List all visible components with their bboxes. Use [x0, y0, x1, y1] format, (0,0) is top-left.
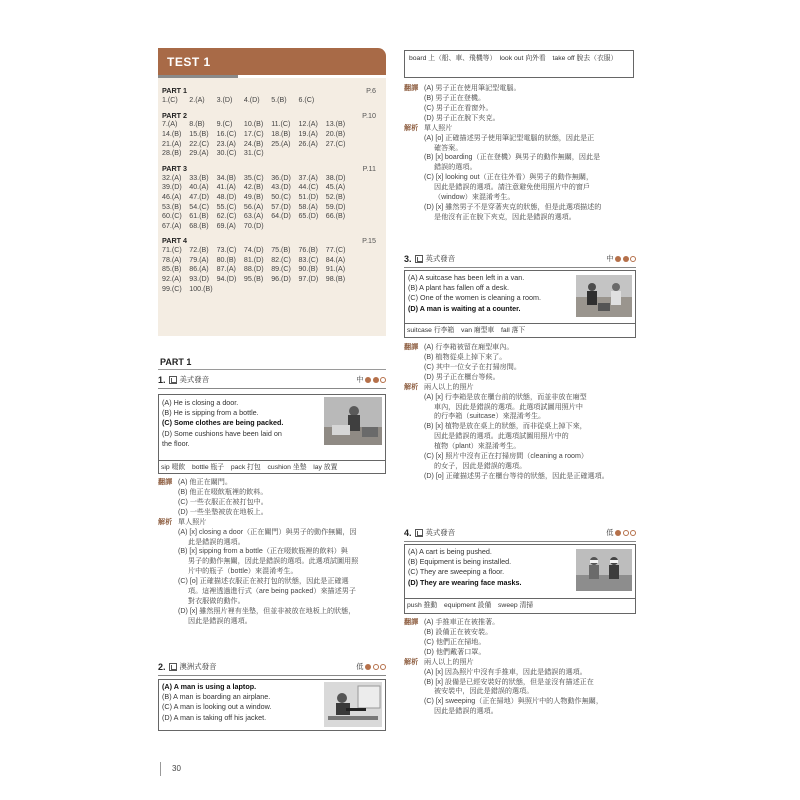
q4-translation	[404, 618, 636, 717]
answer-key-cell: 17.(C)	[243, 130, 264, 139]
answer-key-cell: 37.(A)	[298, 173, 318, 182]
answer-key-part	[162, 86, 380, 106]
answer-key-part	[162, 111, 380, 159]
answer-key-cell: 28.(B)	[162, 149, 182, 158]
answer-key-cell: 62.(C)	[216, 212, 237, 221]
option-line: (B) He is sipping from a bottle.	[162, 408, 259, 418]
explanation-line: 植物（plant）來混淆考生。	[434, 442, 521, 451]
explanation-line: 因此是錯誤的選項。此選項試圖用照片中的	[434, 432, 569, 441]
answer-key-row	[162, 130, 380, 140]
explanation-line: (B) [x] sipping from a bottle（正在啜飲瓶裡的飲料）與	[178, 547, 348, 556]
answer-key-cell: 99.(C)	[162, 284, 182, 293]
answer-key-cell: 100.(B)	[189, 284, 213, 293]
explanation-line: 男子的動作無關，因此是錯誤的選項。此選項試圖用照	[188, 557, 359, 566]
answer-key-part-title: PART 3	[162, 163, 188, 173]
explanation-line: 對衣服做的動作。	[188, 597, 245, 606]
q3-rule	[404, 267, 636, 268]
option-line: the floor.	[162, 438, 190, 448]
option-line: (B) A man is boarding an airplane.	[162, 692, 271, 702]
explanation-line: 是他沒有正在脫下夾克，因此是錯誤的選項。	[434, 212, 576, 221]
answer-key-part-header	[162, 236, 380, 246]
option-line: (A) He is closing a door.	[162, 398, 239, 407]
explanation-line: 項。這裡透過進行式（are being packed）來描述男子	[188, 587, 356, 596]
q3-translation	[404, 343, 636, 482]
answer-key-cell: 5.(B)	[271, 95, 287, 104]
answer-key-cell: 9.(C)	[216, 120, 233, 129]
answer-key-cell: 16.(C)	[216, 130, 237, 139]
answer-key-cell: 42.(B)	[243, 183, 264, 192]
translation-line	[404, 104, 636, 114]
answer-key-cell: 31.(C)	[243, 149, 264, 158]
q2-photo	[324, 682, 382, 727]
answer-key-cell: 55.(C)	[216, 202, 237, 211]
answer-key-box	[158, 78, 386, 336]
answer-key-cell: 43.(D)	[271, 183, 291, 192]
answer-key-cell: 45.(A)	[325, 183, 346, 192]
explanation-line: (B) [x] 植物是放在桌上的狀態，而非從桌上掉下來，	[424, 422, 587, 431]
explanation-line: (D) [x] 雖然照片裡有坐墊，但並非被放在地板上的狀態，	[178, 606, 356, 615]
answer-key-cell: 38.(D)	[325, 173, 346, 182]
answer-key-row	[162, 285, 380, 295]
page-number-rule	[160, 762, 161, 776]
translation-line	[158, 498, 388, 508]
answer-key-cell: 36.(D)	[271, 173, 291, 182]
translation-text: (C) 他們正在掃地。	[424, 637, 486, 646]
translation-text: (D) 男子正在櫃台等候。	[424, 372, 500, 381]
q1-difficulty: 中	[356, 375, 386, 385]
explanation-heading	[404, 383, 636, 393]
answer-key-cell: 83.(C)	[298, 255, 319, 264]
translation-label: 翻譯	[404, 84, 419, 92]
translation-line	[158, 478, 388, 488]
answer-key-cell: 69.(A)	[216, 221, 236, 230]
q4-difficulty: 低	[606, 528, 636, 538]
explanation-line: (C) [x] sweeping（正在掃地）與照片中的人物動作無關，	[424, 697, 603, 706]
option-line: (D) They are wearing face masks.	[408, 577, 522, 587]
answer-key-page-ref: P.15	[362, 236, 376, 246]
answer-key-cell: 32.(A)	[162, 173, 182, 182]
translation-line	[404, 94, 636, 104]
answer-key-row	[162, 193, 380, 203]
answer-key-row	[162, 265, 380, 275]
option-line: (D) Some cushions have been laid on	[162, 428, 282, 438]
answer-key-cell: 93.(D)	[189, 275, 210, 284]
answer-key-cell: 4.(D)	[243, 95, 260, 104]
q4-rule	[404, 541, 636, 542]
q3-options	[408, 273, 576, 314]
answer-key-cell: 98.(B)	[325, 275, 346, 284]
answer-key-cell: 1.(C)	[162, 95, 178, 104]
answer-key-row	[162, 183, 380, 193]
answer-key-cell: 15.(B)	[189, 130, 209, 139]
translation-line	[404, 638, 636, 648]
translation-line	[404, 114, 636, 124]
audio-icon	[415, 529, 423, 537]
answer-key-cell: 66.(B)	[325, 212, 346, 221]
q4-header	[404, 527, 636, 539]
answer-key-cell: 57.(D)	[271, 202, 291, 211]
explanation-title: 單人照片	[178, 517, 207, 526]
answer-key-cell: 72.(B)	[189, 246, 209, 255]
answer-key-cell: 39.(D)	[162, 183, 182, 192]
answer-key-cell: 96.(D)	[271, 275, 291, 284]
answer-key-cell: 59.(D)	[325, 202, 346, 211]
answer-key-row	[162, 149, 380, 159]
explanation-line: (B) [x] boarding（正在登機）與男子的動作無關，因此是	[424, 153, 601, 162]
answer-key-cell: 51.(D)	[298, 192, 319, 201]
answer-key-part-header	[162, 164, 380, 174]
answer-key-cell: 54.(C)	[189, 202, 210, 211]
answer-key-cell: 19.(A)	[298, 130, 318, 139]
explanation-line: 片中的瓶子（bottle）來混淆考生。	[188, 567, 298, 576]
translation-text: (A) 男子正在使用筆記型電腦。	[424, 84, 521, 92]
answer-key-cell: 64.(D)	[271, 212, 291, 221]
answer-key-cell: 46.(A)	[162, 192, 182, 201]
option-line: (C) They are sweeping a floor.	[408, 567, 505, 577]
answer-key-page-ref: P.10	[362, 110, 376, 120]
answer-key-cell: 56.(A)	[243, 202, 264, 211]
answer-key-cell: 50.(C)	[271, 192, 291, 201]
translation-text: (D) 他們戴著口罩。	[424, 647, 486, 656]
explanation-heading	[404, 124, 636, 134]
answer-key-cell: 86.(A)	[189, 265, 209, 274]
translation-text: (A) 行李箱被留在廂型車內。	[424, 343, 514, 351]
q2-translation	[404, 84, 636, 223]
translation-text: (D) 一些坐墊被放在地板上。	[178, 507, 268, 516]
q3-difficulty: 中	[606, 254, 636, 264]
answer-key-cell: 88.(D)	[243, 265, 264, 274]
translation-text: (B) 設備正在被安裝。	[424, 627, 493, 636]
option-line: (C) One of the women is cleaning a room.	[408, 293, 542, 303]
q2-header	[158, 661, 386, 673]
explanation-line: (C) [x] looking out（正在往外看）與男子的動作無關，	[424, 173, 594, 182]
option-line: (A) A suitcase has been left in a van.	[408, 273, 525, 282]
q3-accent-type: 英式發音	[425, 253, 456, 263]
part1-rule	[158, 369, 386, 370]
answer-key-part	[162, 164, 380, 232]
q4-photo	[576, 549, 632, 591]
option-line: (C) Some clothes are being packed.	[162, 418, 284, 428]
answer-key-cell: 29.(A)	[189, 149, 209, 158]
answer-key-page-ref: P.11	[362, 163, 376, 173]
answer-key-cell: 80.(B)	[216, 255, 236, 264]
answer-key-cell: 11.(C)	[271, 120, 291, 129]
answer-key-row	[162, 174, 380, 184]
q2-number: 2.	[158, 661, 166, 672]
part1-title: PART 1	[160, 357, 192, 367]
answer-key-part	[162, 236, 380, 294]
explanation-line: (D) [o] 正確描述男子在櫃台等待的狀態，因此是正確選項。	[424, 471, 609, 480]
explanation-line: 錯誤的選項。	[434, 163, 477, 172]
answer-key-cell: 79.(A)	[189, 255, 209, 264]
explanation-label: 解析	[404, 657, 419, 666]
answer-key-cell: 82.(C)	[271, 255, 291, 264]
q2-difficulty: 低	[356, 662, 386, 672]
q3-vocab: suitcase 行李箱 van 廂型車 fall 落下	[404, 323, 636, 337]
q1-rule	[158, 388, 386, 389]
option-line: (A) A cart is being pushed.	[408, 547, 492, 556]
answer-key-cell: 48.(D)	[216, 192, 237, 201]
answer-key-cell: 60.(C)	[162, 212, 182, 221]
answer-key-cell: 30.(C)	[216, 149, 237, 158]
translation-text: (B) 男子正在登機。	[424, 93, 486, 102]
translation-line	[404, 373, 636, 383]
answer-key-cell: 10.(B)	[243, 120, 264, 129]
explanation-line: 因此是錯誤的選項。請注意避免使用照片中的窗戶	[434, 183, 591, 192]
audio-icon	[169, 376, 177, 384]
answer-key-cell: 81.(D)	[243, 255, 264, 264]
answer-key-part-title: PART 2	[162, 110, 188, 120]
answer-key-cell: 53.(B)	[162, 202, 182, 211]
answer-key-cell: 73.(C)	[216, 246, 237, 255]
answer-key-cell: 74.(D)	[243, 246, 264, 255]
answer-key-cell: 25.(A)	[271, 139, 291, 148]
q4-number: 4.	[404, 527, 412, 538]
answer-key-cell: 23.(A)	[216, 139, 236, 148]
audio-icon	[169, 663, 177, 671]
option-line: (B) A plant has fallen off a desk.	[408, 283, 509, 293]
option-line: (D) A man is taking off his jacket.	[162, 712, 267, 722]
translation-line	[158, 488, 388, 498]
translation-text: (C) 一些衣服正在被打包中。	[178, 497, 268, 506]
translation-line	[404, 343, 636, 353]
answer-key-cell: 27.(C)	[325, 139, 346, 148]
answer-key-cell: 90.(B)	[298, 265, 318, 274]
answer-key-cell: 61.(B)	[189, 212, 209, 221]
q4-accent-type: 英式發音	[425, 527, 456, 537]
answer-key-part-title: PART 4	[162, 236, 188, 246]
option-line: (A) A man is using a laptop.	[162, 682, 257, 691]
explanation-label: 解析	[404, 123, 419, 132]
answer-key-cell: 91.(A)	[325, 265, 346, 274]
answer-key-cell: 41.(A)	[216, 183, 236, 192]
answer-key-cell: 52.(B)	[325, 192, 346, 201]
answer-key-cell: 47.(D)	[189, 192, 210, 201]
answer-key-row	[162, 222, 380, 232]
answer-key-cell: 75.(B)	[271, 246, 291, 255]
answer-key-cell: 78.(A)	[162, 255, 182, 264]
explanation-line: 此是錯誤的選項。	[188, 537, 245, 546]
answer-key-cell: 33.(B)	[189, 173, 209, 182]
answer-key-cell: 65.(D)	[298, 212, 319, 221]
translation-text: (A) 手推車正在被推著。	[424, 618, 500, 626]
answer-key-cell: 97.(D)	[298, 275, 319, 284]
q2-vocab: board 上（船、車、飛機等） look out 向外看 take off 脫去（衣服）	[404, 50, 634, 78]
answer-key-row	[162, 140, 380, 150]
translation-line	[404, 618, 636, 628]
answer-key-cell: 3.(D)	[216, 95, 233, 104]
answer-key-cell: 71.(C)	[162, 246, 182, 255]
answer-key-cell: 18.(B)	[271, 130, 291, 139]
explanation-line: (D) [x] 雖然男子不是穿著夾克的狀態，但是此選項描述的	[424, 203, 602, 212]
translation-text: (D) 男子正在脫下夾克。	[424, 113, 500, 122]
page-number: 30	[172, 764, 181, 773]
q1-accent-type: 美式發音	[179, 374, 210, 384]
q1-photo	[324, 397, 382, 445]
answer-key-cell: 26.(A)	[298, 139, 318, 148]
answer-key-row	[162, 203, 380, 213]
q2-options	[162, 682, 322, 723]
translation-text: (C) 其中一位女子在打掃房間。	[424, 362, 521, 371]
explanation-line: (B) [x] 設備是已經安裝好的狀態，但是並沒有描述正在	[424, 677, 594, 686]
answer-key-cell: 85.(B)	[162, 265, 182, 274]
translation-line	[158, 508, 388, 518]
answer-key-cell: 67.(A)	[162, 221, 182, 230]
explanation-line: (A) [x] 因為照片中沒有手推車，因此是錯誤的選項。	[424, 667, 587, 676]
answer-key-cell: 6.(C)	[298, 95, 315, 104]
answer-key-cell: 76.(B)	[298, 246, 318, 255]
answer-key-cell: 20.(B)	[325, 130, 346, 139]
answer-key-part-title: PART 1	[162, 86, 188, 95]
q1-header	[158, 374, 386, 386]
explanation-label: 解析	[158, 517, 173, 526]
answer-key-cell: 2.(A)	[189, 95, 205, 104]
answer-key-cell: 8.(B)	[189, 120, 205, 129]
answer-key-cell: 63.(A)	[243, 212, 264, 221]
answer-key-cell: 14.(B)	[162, 130, 182, 139]
answer-key-cell: 35.(C)	[243, 173, 264, 182]
answer-key-cell: 44.(C)	[298, 183, 319, 192]
answer-key-row	[162, 120, 380, 130]
q2-accent-type: 澳洲式發音	[179, 661, 217, 671]
q4-options	[408, 547, 576, 588]
option-line: (D) A man is waiting at a counter.	[408, 303, 521, 313]
answer-key-cell: 84.(A)	[325, 255, 346, 264]
q1-vocab: sip 啜飲 bottle 瓶子 pack 打包 cushion 坐墊 lay 放置	[158, 460, 386, 474]
explanation-line: (C) [x] 照片中沒有正在打掃房間（cleaning a room）	[424, 452, 588, 461]
translation-text: (B) 他正在啜飲瓶裡的飲料。	[178, 487, 268, 496]
translation-label: 翻譯	[404, 618, 419, 626]
explanation-title: 兩人以上的照片	[424, 382, 474, 391]
translation-line	[404, 628, 636, 638]
explanation-heading	[158, 518, 388, 528]
translation-label: 翻譯	[158, 478, 173, 486]
translation-line	[404, 353, 636, 363]
answer-key-cell: 49.(B)	[243, 192, 264, 201]
explanation-heading	[404, 658, 636, 668]
answer-key-row	[162, 96, 380, 106]
translation-label: 翻譯	[404, 343, 419, 351]
answer-key-page-ref: P.6	[366, 86, 376, 95]
answer-key-cell: 24.(B)	[243, 139, 264, 148]
explanation-line: (C) [o] 正確描述衣服正在被打包的狀態，因此是正確選	[178, 577, 349, 586]
audio-icon	[415, 255, 423, 263]
answer-key-cell: 77.(C)	[325, 246, 346, 255]
explanation-label: 解析	[404, 382, 419, 391]
explanation-line: 的行李箱（suitcase）來混淆考生。	[434, 412, 546, 421]
translation-text: (A) 他正在關門。	[178, 478, 232, 486]
explanation-line: 的女子，因此是錯誤的選項。	[434, 462, 527, 471]
test-banner: TEST 1	[158, 48, 386, 75]
translation-line	[404, 363, 636, 373]
answer-key-cell: 87.(A)	[216, 265, 236, 274]
answer-key-cell: 40.(A)	[189, 183, 209, 192]
translation-line	[404, 84, 636, 94]
answer-key-cell: 94.(D)	[216, 275, 237, 284]
translation-text: (B) 植物從桌上掉下來了。	[424, 352, 507, 361]
answer-key-row	[162, 246, 380, 256]
explanation-line: 因此是錯誤的選項。	[188, 616, 252, 625]
answer-key-part-header	[162, 111, 380, 121]
q2-rule	[158, 675, 386, 676]
option-line: (B) Equipment is being installed.	[408, 557, 512, 567]
explanation-title: 兩人以上的照片	[424, 657, 474, 666]
explanation-line: (A) [x] closing a door（正在關門）與男子的動作無關，因	[178, 527, 357, 536]
explanation-line: 因此是錯誤的選項。	[434, 707, 498, 716]
explanation-line: (A) [x] 行李箱是放在櫃台前的狀態，而並非放在廂型	[424, 392, 587, 401]
option-line: (C) A man is looking out a window.	[162, 702, 272, 712]
translation-line	[404, 648, 636, 658]
q1-number: 1.	[158, 374, 166, 385]
answer-key-cell: 89.(C)	[271, 265, 291, 274]
explanation-line: 車內，因此是錯誤的選項。此選項試圖用照片中	[434, 402, 583, 411]
answer-key-row	[162, 256, 380, 266]
answer-key-cell: 95.(B)	[243, 275, 264, 284]
q3-header	[404, 253, 636, 265]
q3-photo	[576, 275, 632, 317]
q1-options	[162, 398, 322, 449]
answer-key-cell: 22.(C)	[189, 139, 210, 148]
answer-key-cell: 34.(B)	[216, 173, 236, 182]
answer-key-row	[162, 275, 380, 285]
explanation-line: （window）來混淆考生。	[434, 193, 515, 202]
answer-key-cell: 21.(A)	[162, 139, 182, 148]
q4-vocab: push 推動 equipment 設備 sweep 清掃	[404, 598, 636, 612]
answer-key-cell: 92.(A)	[162, 275, 182, 284]
answer-key-part-header	[162, 86, 380, 96]
answer-key-cell: 68.(B)	[189, 221, 209, 230]
answer-key-cell: 70.(D)	[243, 221, 264, 230]
translation-text: (C) 男子正在看窗外。	[424, 103, 493, 112]
answer-key-cell: 13.(B)	[325, 120, 346, 129]
answer-key-cell: 7.(A)	[162, 120, 178, 129]
q3-number: 3.	[404, 253, 412, 264]
q1-translation	[158, 478, 388, 627]
explanation-title: 單人照片	[424, 123, 453, 132]
answer-key-row	[162, 212, 380, 222]
answer-key-cell: 58.(A)	[298, 202, 318, 211]
answer-key-cell: 12.(A)	[298, 120, 318, 129]
explanation-line: 確答案。	[434, 143, 463, 152]
explanation-line: 被安裝中，因此是錯誤的選項。	[434, 687, 534, 696]
explanation-line: (A) [o] 正確描述男子使用筆記型電腦的狀態，因此是正	[424, 133, 595, 142]
